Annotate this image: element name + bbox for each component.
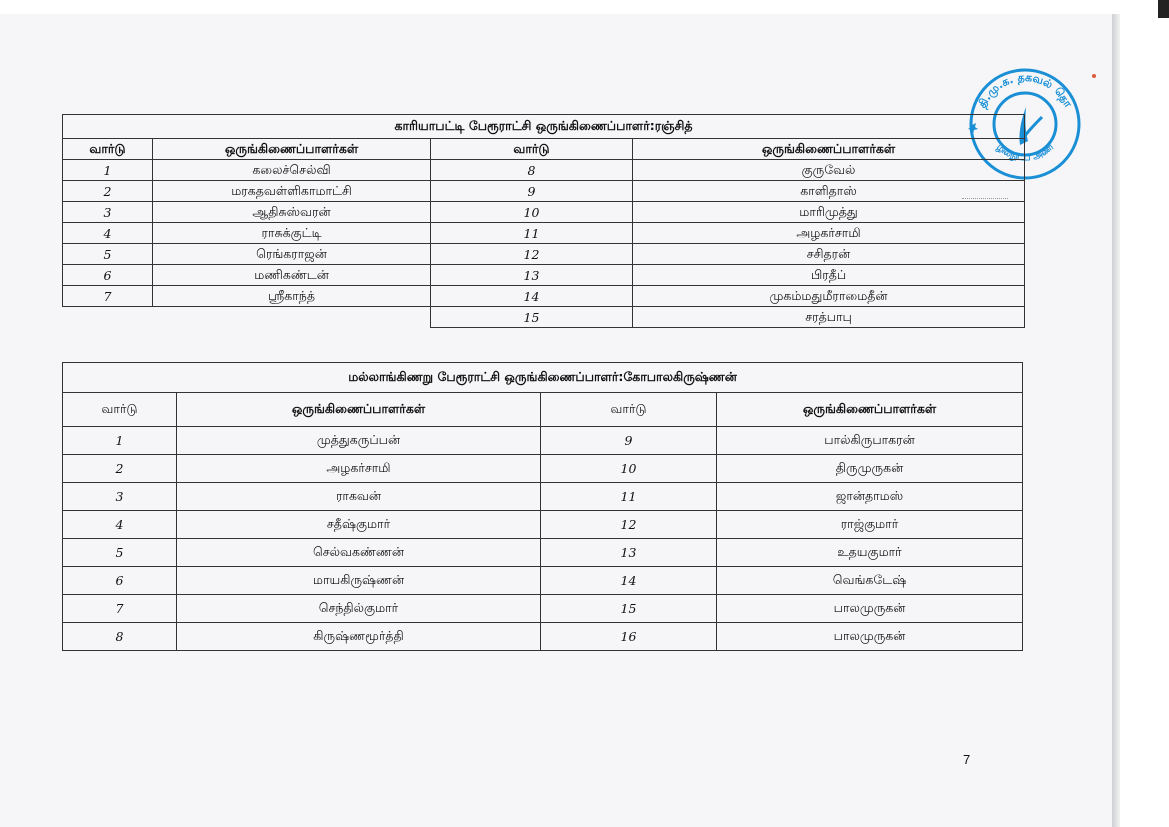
table-row xyxy=(63,483,1023,511)
ward-number: 16 xyxy=(541,623,717,651)
ward-number: 8 xyxy=(431,160,633,181)
coordinator-name: பிரதீப் xyxy=(633,265,1025,286)
ward-number: 15 xyxy=(431,307,633,328)
ward-number: 15 xyxy=(541,595,717,623)
coordinator-name: அழகர்சாமி xyxy=(633,223,1025,244)
ward-number: 6 xyxy=(63,265,153,286)
ward-number: 8 xyxy=(63,623,177,651)
table-row xyxy=(63,244,1025,265)
table-title: மல்லாங்கிணறு பேரூராட்சி ஒருங்கிணைப்பாளர்:கோபாலகிருஷ்ணன் xyxy=(63,363,1023,393)
page-number: 7 xyxy=(963,752,971,767)
column-header-coordinators: ஒருங்கிணைப்பாளர்கள் xyxy=(633,139,1025,160)
column-header-ward: வார்டு xyxy=(63,139,153,160)
coordinator-name: காளிதாஸ் xyxy=(633,181,1025,202)
coordinator-name: ரெங்கராஜன் xyxy=(153,244,431,265)
seal-text-bottom: ழில்நுட்ப அணி xyxy=(994,142,1056,164)
coordinator-name: கிருஷ்ணமூர்த்தி xyxy=(177,623,541,651)
coordinator-name: ஜான்தாமஸ் xyxy=(717,483,1023,511)
ward-number: 9 xyxy=(541,427,717,455)
ward-number: 9 xyxy=(431,181,633,202)
coordinator-name: முகம்மதுமீராமைதீன் xyxy=(633,286,1025,307)
column-header-ward: வார்டு xyxy=(63,393,177,427)
ward-number: 4 xyxy=(63,511,177,539)
coordinator-name: மாயகிருஷ்ணன் xyxy=(177,567,541,595)
svg-text:தி.மு.க. தகவல் தொ xyxy=(976,71,1075,111)
ward-number: 13 xyxy=(541,539,717,567)
column-header-coordinators: ஒருங்கிணைப்பாளர்கள் xyxy=(153,139,431,160)
table-row xyxy=(63,511,1023,539)
table-row xyxy=(63,265,1025,286)
ward-number: 7 xyxy=(63,286,153,307)
ward-number: 1 xyxy=(63,427,177,455)
table-row xyxy=(63,307,1025,328)
column-header-ward: வார்டு xyxy=(431,139,633,160)
column-header-ward: வார்டு xyxy=(541,393,717,427)
ward-number: 14 xyxy=(541,567,717,595)
table-row xyxy=(63,539,1023,567)
ward-number: 5 xyxy=(63,244,153,265)
table-row xyxy=(63,623,1023,651)
coordinator-name: ராசுக்குட்டி xyxy=(153,223,431,244)
table-row xyxy=(63,160,1025,181)
coordinator-name: பால்கிருபாகரன் xyxy=(717,427,1023,455)
table-row xyxy=(63,595,1023,623)
column-header-coordinators: ஒருங்கிணைப்பாளர்கள் xyxy=(177,393,541,427)
coordinator-name: ராஜ்குமார் xyxy=(717,511,1023,539)
coordinator-name: பாலமுருகன் xyxy=(717,623,1023,651)
ward-number: 11 xyxy=(541,483,717,511)
table-row xyxy=(63,286,1025,307)
ward-number: 11 xyxy=(431,223,633,244)
coordinator-name: சரத்பாபு xyxy=(633,307,1025,328)
table-row xyxy=(63,202,1025,223)
coordinator-name: மாரிமுத்து xyxy=(633,202,1025,223)
coordinator-name: பாலமுருகன் xyxy=(717,595,1023,623)
coordinator-name: செந்தில்குமார் xyxy=(177,595,541,623)
ward-number: 5 xyxy=(63,539,177,567)
table-row xyxy=(63,223,1025,244)
page-edge-shadow xyxy=(1112,14,1120,827)
coordinator-name: மணிகண்டன் xyxy=(153,265,431,286)
table-row xyxy=(63,181,1025,202)
coordinator-name: குருவேல் xyxy=(633,160,1025,181)
ward-number: 3 xyxy=(63,483,177,511)
table-row xyxy=(63,567,1023,595)
coordinator-name: ஆதிசுஸ்வரன் xyxy=(153,202,431,223)
coordinator-name: திருமுருகன் xyxy=(717,455,1023,483)
ward-number: 3 xyxy=(63,202,153,223)
coordinator-name: முத்துகருப்பன் xyxy=(177,427,541,455)
ward-number: 13 xyxy=(431,265,633,286)
ward-number: 10 xyxy=(541,455,717,483)
ward-number: 10 xyxy=(431,202,633,223)
coordinator-name: அழகர்சாமி xyxy=(177,455,541,483)
seal-text-top: தி.மு.க. தகவல் தொ xyxy=(975,70,1075,111)
coordinator-name: வெங்கடேஷ் xyxy=(717,567,1023,595)
kariyapatti-coordinators-table xyxy=(62,114,1025,328)
ink-dot xyxy=(1092,74,1096,78)
table-title: காரியாபட்டி பேரூராட்சி ஒருங்கிணைப்பாளர்:ரஞ்சித் xyxy=(63,115,1025,139)
coordinator-name: ராகவன் xyxy=(177,483,541,511)
column-header-coordinators: ஒருங்கிணைப்பாளர்கள் xyxy=(717,393,1023,427)
coordinator-name: சசிதரன் xyxy=(633,244,1025,265)
table-row xyxy=(63,427,1023,455)
ward-number: 2 xyxy=(63,455,177,483)
ward-number: 12 xyxy=(541,511,717,539)
ward-number: 6 xyxy=(63,567,177,595)
coordinator-name: கலைச்செல்வி xyxy=(153,160,431,181)
ward-number: 7 xyxy=(63,595,177,623)
ward-number: 1 xyxy=(63,160,153,181)
mallankinaru-coordinators-table xyxy=(62,362,1023,651)
coordinator-name: ஸ்ரீகாந்த் xyxy=(153,286,431,307)
ward-number: 12 xyxy=(431,244,633,265)
ward-number: 14 xyxy=(431,286,633,307)
coordinator-name: சதீஷ்குமார் xyxy=(177,511,541,539)
scan-edge xyxy=(1158,0,1169,18)
coordinator-name: மரகதவள்ளிகாமாட்சி xyxy=(153,181,431,202)
empty-cell xyxy=(63,307,431,328)
ward-number: 4 xyxy=(63,223,153,244)
coordinator-name: செல்வகண்ணன் xyxy=(177,539,541,567)
ward-number: 2 xyxy=(63,181,153,202)
coordinator-name: உதயகுமார் xyxy=(717,539,1023,567)
table-row xyxy=(63,455,1023,483)
